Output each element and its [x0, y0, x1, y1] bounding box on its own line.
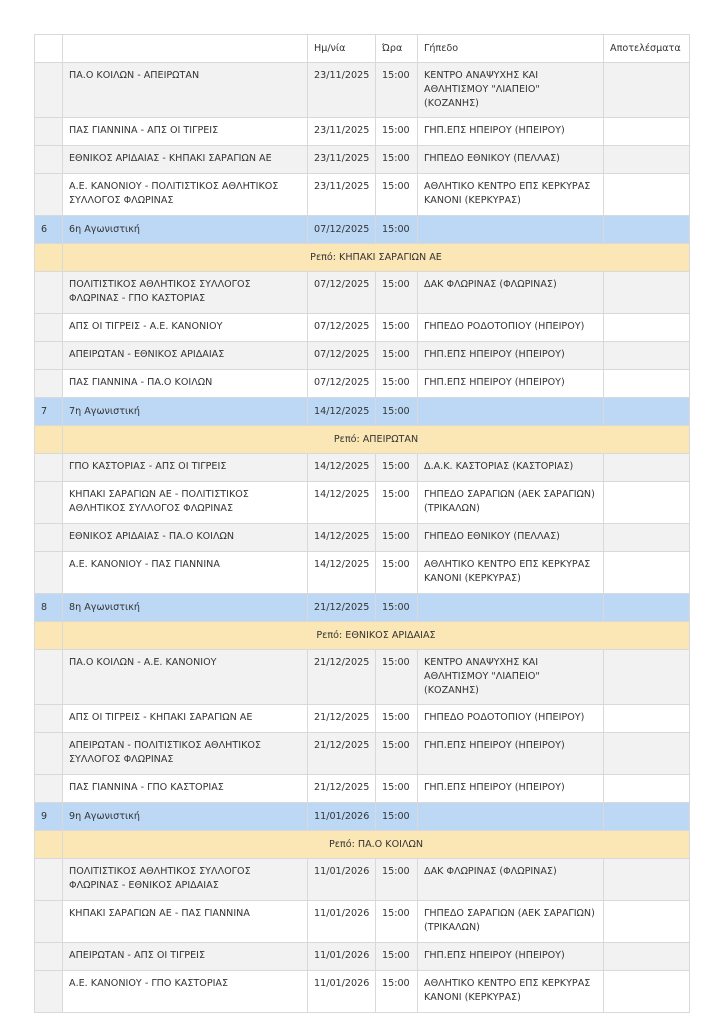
match-date: 21/12/2025 [308, 705, 376, 733]
match-venue: ΔΑΚ ΦΛΩΡΙΝΑΣ (ΦΛΩΡΙΝΑΣ) [418, 272, 604, 314]
match-result [604, 63, 690, 118]
match-no-cell [35, 859, 63, 901]
match-no-cell [35, 524, 63, 552]
match-result [604, 342, 690, 370]
header-results: Αποτελέσματα [604, 35, 690, 63]
match-date: 14/12/2025 [308, 552, 376, 594]
rest-no-cell [35, 622, 63, 650]
match-date: 21/12/2025 [308, 733, 376, 775]
round-number: 6 [35, 216, 63, 244]
match-venue: ΓΗΠΕΔΟ ΡΟΔΟΤΟΠΙΟΥ (ΗΠΕΙΡΟΥ) [418, 705, 604, 733]
match-row [35, 971, 690, 1013]
match-teams: ΑΠΣ ΟΙ ΤΙΓΡΕΙΣ - Α.Ε. ΚΑΝΟΝΙΟΥ [63, 314, 308, 342]
match-result [604, 370, 690, 398]
header-date: Ημ/νία [308, 35, 376, 63]
match-venue: ΓΗΠ.ΕΠΣ ΗΠΕΙΡΟΥ (ΗΠΕΙΡΟΥ) [418, 370, 604, 398]
round-label: 7η Αγωνιστική [63, 398, 308, 426]
match-row [35, 552, 690, 594]
match-time: 15:00 [376, 314, 418, 342]
match-row [35, 482, 690, 524]
fixtures-table [34, 34, 690, 1013]
match-time: 15:00 [376, 342, 418, 370]
match-result [604, 454, 690, 482]
round-number: 9 [35, 803, 63, 831]
match-row [35, 146, 690, 174]
rest-team-label: Ρεπό: ΠΑ.Ο ΚΟΙΛΩΝ [63, 831, 690, 859]
match-teams: ΚΗΠΑΚΙ ΣΑΡΑΓΙΩΝ ΑΕ - ΠΟΛΙΤΙΣΤΙΚΟΣ ΑΘΛΗΤΙΚΟΣ ΣΥΛΛΟΓΟΣ ΦΛΩΡΙΝΑΣ [63, 482, 308, 524]
round-label: 6η Αγωνιστική [63, 216, 308, 244]
match-venue: ΓΗΠΕΔΟ ΣΑΡΑΓΙΩΝ (ΑΕΚ ΣΑΡΑΓΙΩΝ) (ΤΡΙΚΑΛΩΝ) [418, 482, 604, 524]
match-result [604, 146, 690, 174]
match-venue: ΓΗΠ.ΕΠΣ ΗΠΕΙΡΟΥ (ΗΠΕΙΡΟΥ) [418, 342, 604, 370]
match-no-cell [35, 482, 63, 524]
match-result [604, 650, 690, 705]
round-time: 15:00 [376, 594, 418, 622]
match-time: 15:00 [376, 370, 418, 398]
match-no-cell [35, 174, 63, 216]
match-venue: ΓΗΠΕΔΟ ΡΟΔΟΤΟΠΙΟΥ (ΗΠΕΙΡΟΥ) [418, 314, 604, 342]
round-result-empty [604, 594, 690, 622]
match-time: 15:00 [376, 733, 418, 775]
match-no-cell [35, 943, 63, 971]
match-teams: ΑΠΕΙΡΩΤΑΝ - ΠΟΛΙΤΙΣΤΙΚΟΣ ΑΘΛΗΤΙΚΟΣ ΣΥΛΛΟΓΟΣ ΦΛΩΡΙΝΑΣ [63, 733, 308, 775]
match-row [35, 370, 690, 398]
header-row [35, 35, 690, 63]
match-time: 15:00 [376, 775, 418, 803]
match-time: 15:00 [376, 174, 418, 216]
match-time: 15:00 [376, 118, 418, 146]
match-time: 15:00 [376, 454, 418, 482]
match-no-cell [35, 971, 63, 1013]
match-venue: ΑΘΛΗΤΙΚΟ ΚΕΝΤΡΟ ΕΠΣ ΚΕΡΚΥΡΑΣ ΚΑΝΟΝΙ (ΚΕΡΚΥΡΑΣ) [418, 971, 604, 1013]
match-time: 15:00 [376, 272, 418, 314]
rest-no-cell [35, 244, 63, 272]
match-result [604, 174, 690, 216]
match-date: 14/12/2025 [308, 524, 376, 552]
round-number: 7 [35, 398, 63, 426]
match-no-cell [35, 775, 63, 803]
match-no-cell [35, 272, 63, 314]
match-result [604, 775, 690, 803]
match-time: 15:00 [376, 146, 418, 174]
match-teams: ΠΑΣ ΓΙΑΝΝΙΝΑ - ΓΠΟ ΚΑΣΤΟΡΙΑΣ [63, 775, 308, 803]
header-time: Ώρα [376, 35, 418, 63]
match-venue: ΔΑΚ ΦΛΩΡΙΝΑΣ (ΦΛΩΡΙΝΑΣ) [418, 859, 604, 901]
match-teams: ΠΑ.Ο ΚΟΙΛΩΝ - Α.Ε. ΚΑΝΟΝΙΟΥ [63, 650, 308, 705]
match-venue: ΓΗΠΕΔΟ ΕΘΝΙΚΟΥ (ΠΕΛΛΑΣ) [418, 146, 604, 174]
match-time: 15:00 [376, 552, 418, 594]
match-row [35, 901, 690, 943]
match-date: 11/01/2026 [308, 943, 376, 971]
match-date: 23/11/2025 [308, 146, 376, 174]
round-result-empty [604, 803, 690, 831]
match-result [604, 118, 690, 146]
match-result [604, 314, 690, 342]
rest-team-row [35, 426, 690, 454]
round-label: 9η Αγωνιστική [63, 803, 308, 831]
match-no-cell [35, 118, 63, 146]
match-result [604, 943, 690, 971]
match-row [35, 272, 690, 314]
match-row [35, 174, 690, 216]
match-venue: ΚΕΝΤΡΟ ΑΝΑΨΥΧΗΣ ΚΑΙ ΑΘΛΗΤΙΣΜΟΥ "ΛΙΑΠΕΙΟ" (ΚΟΖΑΝΗΣ) [418, 650, 604, 705]
header-no [35, 35, 63, 63]
match-date: 23/11/2025 [308, 63, 376, 118]
match-time: 15:00 [376, 901, 418, 943]
match-date: 07/12/2025 [308, 272, 376, 314]
match-date: 23/11/2025 [308, 174, 376, 216]
match-venue: Δ.Α.Κ. ΚΑΣΤΟΡΙΑΣ (ΚΑΣΤΟΡΙΑΣ) [418, 454, 604, 482]
match-no-cell [35, 370, 63, 398]
match-row [35, 859, 690, 901]
match-result [604, 272, 690, 314]
match-venue: ΑΘΛΗΤΙΚΟ ΚΕΝΤΡΟ ΕΠΣ ΚΕΡΚΥΡΑΣ ΚΑΝΟΝΙ (ΚΕΡΚΥΡΑΣ) [418, 552, 604, 594]
header-venue: Γήπεδο [418, 35, 604, 63]
match-row [35, 342, 690, 370]
round-time: 15:00 [376, 803, 418, 831]
match-result [604, 705, 690, 733]
match-no-cell [35, 901, 63, 943]
match-teams: Α.Ε. ΚΑΝΟΝΙΟΥ - ΠΑΣ ΓΙΑΝΝΙΝΑ [63, 552, 308, 594]
match-row [35, 775, 690, 803]
round-header-row [35, 398, 690, 426]
match-no-cell [35, 454, 63, 482]
round-venue-empty [418, 398, 604, 426]
rest-no-cell [35, 831, 63, 859]
match-teams: ΚΗΠΑΚΙ ΣΑΡΑΓΙΩΝ ΑΕ - ΠΑΣ ΓΙΑΝΝΙΝΑ [63, 901, 308, 943]
match-venue: ΚΕΝΤΡΟ ΑΝΑΨΥΧΗΣ ΚΑΙ ΑΘΛΗΤΙΣΜΟΥ "ΛΙΑΠΕΙΟ" (ΚΟΖΑΝΗΣ) [418, 63, 604, 118]
match-time: 15:00 [376, 650, 418, 705]
match-teams: ΓΠΟ ΚΑΣΤΟΡΙΑΣ - ΑΠΣ ΟΙ ΤΙΓΡΕΙΣ [63, 454, 308, 482]
match-time: 15:00 [376, 943, 418, 971]
rest-team-row [35, 831, 690, 859]
match-date: 11/01/2026 [308, 859, 376, 901]
match-teams: ΕΘΝΙΚΟΣ ΑΡΙΔΑΙΑΣ - ΚΗΠΑΚΙ ΣΑΡΑΓΙΩΝ ΑΕ [63, 146, 308, 174]
match-no-cell [35, 705, 63, 733]
match-no-cell [35, 146, 63, 174]
match-date: 14/12/2025 [308, 454, 376, 482]
round-venue-empty [418, 216, 604, 244]
round-date: 14/12/2025 [308, 398, 376, 426]
match-no-cell [35, 342, 63, 370]
match-venue: ΓΗΠΕΔΟ ΕΘΝΙΚΟΥ (ΠΕΛΛΑΣ) [418, 524, 604, 552]
match-date: 21/12/2025 [308, 650, 376, 705]
match-row [35, 118, 690, 146]
match-date: 07/12/2025 [308, 314, 376, 342]
round-result-empty [604, 398, 690, 426]
rest-no-cell [35, 426, 63, 454]
match-result [604, 482, 690, 524]
match-time: 15:00 [376, 971, 418, 1013]
round-header-row [35, 594, 690, 622]
match-date: 07/12/2025 [308, 370, 376, 398]
match-row [35, 705, 690, 733]
match-teams: Α.Ε. ΚΑΝΟΝΙΟΥ - ΓΠΟ ΚΑΣΤΟΡΙΑΣ [63, 971, 308, 1013]
match-teams: ΠΑΣ ΓΙΑΝΝΙΝΑ - ΑΠΣ ΟΙ ΤΙΓΡΕΙΣ [63, 118, 308, 146]
match-result [604, 524, 690, 552]
match-result [604, 859, 690, 901]
match-date: 11/01/2026 [308, 971, 376, 1013]
match-time: 15:00 [376, 859, 418, 901]
match-no-cell [35, 650, 63, 705]
match-venue: ΓΗΠ.ΕΠΣ ΗΠΕΙΡΟΥ (ΗΠΕΙΡΟΥ) [418, 118, 604, 146]
round-header-row [35, 216, 690, 244]
round-header-row [35, 803, 690, 831]
match-no-cell [35, 63, 63, 118]
match-row [35, 733, 690, 775]
rest-team-row [35, 622, 690, 650]
round-date: 21/12/2025 [308, 594, 376, 622]
match-venue: ΓΗΠ.ΕΠΣ ΗΠΕΙΡΟΥ (ΗΠΕΙΡΟΥ) [418, 775, 604, 803]
match-result [604, 971, 690, 1013]
match-venue: ΓΗΠΕΔΟ ΣΑΡΑΓΙΩΝ (ΑΕΚ ΣΑΡΑΓΙΩΝ) (ΤΡΙΚΑΛΩΝ) [418, 901, 604, 943]
match-time: 15:00 [376, 63, 418, 118]
match-time: 15:00 [376, 482, 418, 524]
match-time: 15:00 [376, 705, 418, 733]
round-time: 15:00 [376, 216, 418, 244]
match-teams: ΠΑ.Ο ΚΟΙΛΩΝ - ΑΠΕΙΡΩΤΑΝ [63, 63, 308, 118]
match-row [35, 524, 690, 552]
match-teams: Α.Ε. ΚΑΝΟΝΙΟΥ - ΠΟΛΙΤΙΣΤΙΚΟΣ ΑΘΛΗΤΙΚΟΣ ΣΥΛΛΟΓΟΣ ΦΛΩΡΙΝΑΣ [63, 174, 308, 216]
match-row [35, 650, 690, 705]
match-teams: ΑΠΕΙΡΩΤΑΝ - ΕΘΝΙΚΟΣ ΑΡΙΔΑΙΑΣ [63, 342, 308, 370]
match-teams: ΑΠΣ ΟΙ ΤΙΓΡΕΙΣ - ΚΗΠΑΚΙ ΣΑΡΑΓΙΩΝ ΑΕ [63, 705, 308, 733]
match-date: 23/11/2025 [308, 118, 376, 146]
match-result [604, 901, 690, 943]
match-date: 14/12/2025 [308, 482, 376, 524]
match-row [35, 943, 690, 971]
match-teams: ΕΘΝΙΚΟΣ ΑΡΙΔΑΙΑΣ - ΠΑ.Ο ΚΟΙΛΩΝ [63, 524, 308, 552]
round-date: 07/12/2025 [308, 216, 376, 244]
rest-team-label: Ρεπό: ΕΘΝΙΚΟΣ ΑΡΙΔΑΙΑΣ [63, 622, 690, 650]
match-result [604, 552, 690, 594]
match-no-cell [35, 552, 63, 594]
match-venue: ΓΗΠ.ΕΠΣ ΗΠΕΙΡΟΥ (ΗΠΕΙΡΟΥ) [418, 943, 604, 971]
round-date: 11/01/2026 [308, 803, 376, 831]
match-row [35, 314, 690, 342]
round-time: 15:00 [376, 398, 418, 426]
match-teams: ΠΟΛΙΤΙΣΤΙΚΟΣ ΑΘΛΗΤΙΚΟΣ ΣΥΛΛΟΓΟΣ ΦΛΩΡΙΝΑΣ - ΓΠΟ ΚΑΣΤΟΡΙΑΣ [63, 272, 308, 314]
match-date: 07/12/2025 [308, 342, 376, 370]
rest-team-row [35, 244, 690, 272]
round-venue-empty [418, 803, 604, 831]
match-no-cell [35, 314, 63, 342]
match-result [604, 733, 690, 775]
header-match [63, 35, 308, 63]
match-row [35, 454, 690, 482]
match-row [35, 63, 690, 118]
match-teams: ΠΑΣ ΓΙΑΝΝΙΝΑ - ΠΑ.Ο ΚΟΙΛΩΝ [63, 370, 308, 398]
match-teams: ΠΟΛΙΤΙΣΤΙΚΟΣ ΑΘΛΗΤΙΚΟΣ ΣΥΛΛΟΓΟΣ ΦΛΩΡΙΝΑΣ - ΕΘΝΙΚΟΣ ΑΡΙΔΑΙΑΣ [63, 859, 308, 901]
round-result-empty [604, 216, 690, 244]
round-venue-empty [418, 594, 604, 622]
match-date: 11/01/2026 [308, 901, 376, 943]
match-time: 15:00 [376, 524, 418, 552]
round-label: 8η Αγωνιστική [63, 594, 308, 622]
match-venue: ΓΗΠ.ΕΠΣ ΗΠΕΙΡΟΥ (ΗΠΕΙΡΟΥ) [418, 733, 604, 775]
match-venue: ΑΘΛΗΤΙΚΟ ΚΕΝΤΡΟ ΕΠΣ ΚΕΡΚΥΡΑΣ ΚΑΝΟΝΙ (ΚΕΡΚΥΡΑΣ) [418, 174, 604, 216]
match-no-cell [35, 733, 63, 775]
match-teams: ΑΠΕΙΡΩΤΑΝ - ΑΠΣ ΟΙ ΤΙΓΡΕΙΣ [63, 943, 308, 971]
round-number: 8 [35, 594, 63, 622]
rest-team-label: Ρεπό: ΑΠΕΙΡΩΤΑΝ [63, 426, 690, 454]
rest-team-label: Ρεπό: ΚΗΠΑΚΙ ΣΑΡΑΓΙΩΝ ΑΕ [63, 244, 690, 272]
match-date: 21/12/2025 [308, 775, 376, 803]
